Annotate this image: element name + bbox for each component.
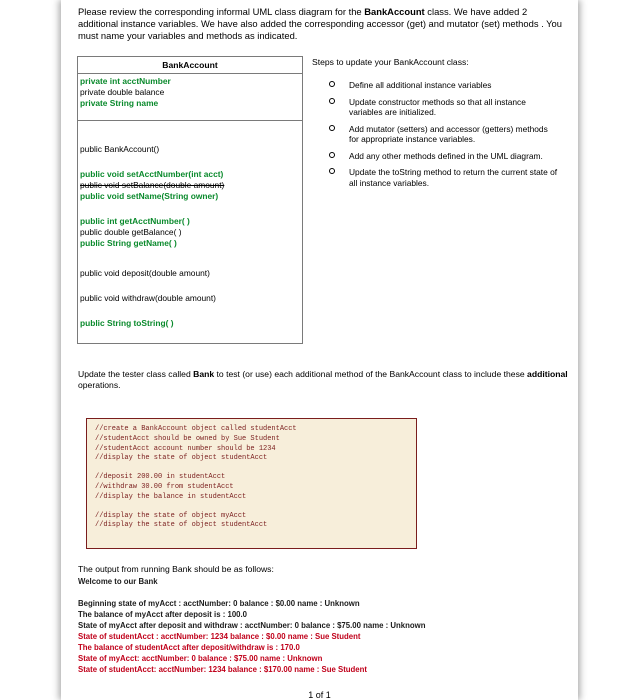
uml-class-diagram [77, 56, 303, 344]
update-bold-bank: Bank [193, 369, 215, 379]
step-item [329, 80, 559, 91]
bullet-icon [329, 125, 335, 131]
intro-text-1: Please review the corresponding informal UML class diagram for the [78, 6, 365, 17]
uml-op-constructor: public BankAccount() [80, 144, 160, 154]
update-text-2: to test (or use) each additional method of the BankAccount class to include these [214, 369, 528, 379]
bullet-icon [329, 168, 335, 174]
output-line: State of studentAcct: acctNumber: 1234 balance : $170.00 name : Sue Student [78, 665, 368, 674]
output-line: The balance of myAcct after deposit is : 100.0 [78, 610, 247, 619]
uml-attributes [78, 74, 302, 121]
intro-paragraph [78, 6, 563, 42]
code-line: //studentAcct account number should be 1234 [95, 444, 276, 453]
output-line: State of studentAcct : acctNumber: 1234 balance : $0.00 name : Sue Student [78, 632, 361, 641]
bullet-icon [329, 98, 335, 104]
output-line: The balance of studentAcct after deposit/withdraw is : 170.0 [78, 643, 300, 652]
uml-op-getacctnumber: public int getAcctNumber( ) [80, 216, 190, 226]
step-item [329, 167, 559, 188]
update-text-1: Update the tester class called [78, 369, 194, 379]
update-bold-additional: additional [527, 369, 568, 379]
uml-op-setbalance: public void setBalance(double amount) [80, 180, 225, 190]
steps-list [329, 80, 559, 194]
code-line: //display the balance in studentAcct [95, 492, 247, 501]
code-line: //create a BankAccount object called studentAcct [95, 425, 297, 433]
step-item [329, 151, 559, 162]
intro-text-2: class. We have added 2 additional instance variables. We have also added the corresponding accessor (get) and mutator (set) methods . You must name your variables and methods as indicated. [78, 6, 562, 41]
uml-attr-balance: private double balance [80, 87, 165, 97]
update-text-3: operations. [78, 380, 121, 390]
step-item [329, 97, 559, 118]
step-text: Define all additional instance variables [349, 80, 492, 90]
uml-op-deposit: public void deposit(double amount) [80, 268, 210, 278]
uml-attr-acctnumber: private int acctNumber [80, 76, 171, 86]
uml-op-setname: public void setName(String owner) [80, 191, 219, 201]
uml-op-getname: public String getName( ) [80, 238, 177, 248]
output-welcome: Welcome to our Bank [78, 577, 158, 586]
step-text: Update constructor methods so that all instance variables are initialized. [349, 96, 526, 117]
uml-class-name: BankAccount [78, 57, 302, 74]
bullet-icon [329, 81, 335, 87]
code-line: //studentAcct should be owned by Sue Student [95, 434, 280, 443]
bullet-icon [329, 152, 335, 158]
code-line: //deposit 200.00 in studentAcct [95, 473, 226, 482]
expected-output [78, 576, 573, 675]
steps-title: Steps to update your BankAccount class: [312, 57, 469, 67]
uml-op-withdraw: public void withdraw(double amount) [80, 293, 216, 303]
update-paragraph [78, 369, 568, 391]
step-text: Add any other methods defined in the UML diagram. [349, 150, 543, 161]
step-text: Add mutator (setters) and accessor (getters) methods for appropriate instance variables. [349, 123, 548, 144]
document-page [61, 0, 578, 700]
output-line: Beginning state of myAcct : acctNumber: 0 balance : $0.00 name : Unknown [78, 599, 360, 608]
code-block [86, 418, 417, 549]
uml-op-getbalance: public double getBalance( ) [80, 227, 182, 237]
uml-op-setacctnumber: public void setAcctNumber(int acct) [80, 169, 224, 179]
step-item [329, 124, 559, 145]
code-line: //display the state of object studentAcct [95, 454, 268, 463]
intro-bold-class: BankAccount [364, 6, 425, 17]
code-line: //display the state of object myAcct [95, 511, 247, 520]
code-line: //withdraw 30.00 from studentAcct [95, 482, 234, 491]
output-line: State of myAcct after deposit and withdraw : acctNumber: 0 balance : $75.00 name : Unknown [78, 621, 426, 630]
step-text: Update the toString method to return the current state of all instance variables. [349, 167, 558, 188]
output-line: State of myAcct: acctNumber: 0 balance : $75.00 name : Unknown [78, 654, 323, 663]
output-title: The output from running Bank should be as follows: [78, 564, 274, 574]
code-line: //display the state of object studentAcct [95, 521, 268, 530]
uml-attr-name: private String name [80, 98, 159, 108]
uml-op-tostring: public String toString( ) [80, 318, 174, 328]
page-number: 1 of 1 [308, 690, 331, 700]
